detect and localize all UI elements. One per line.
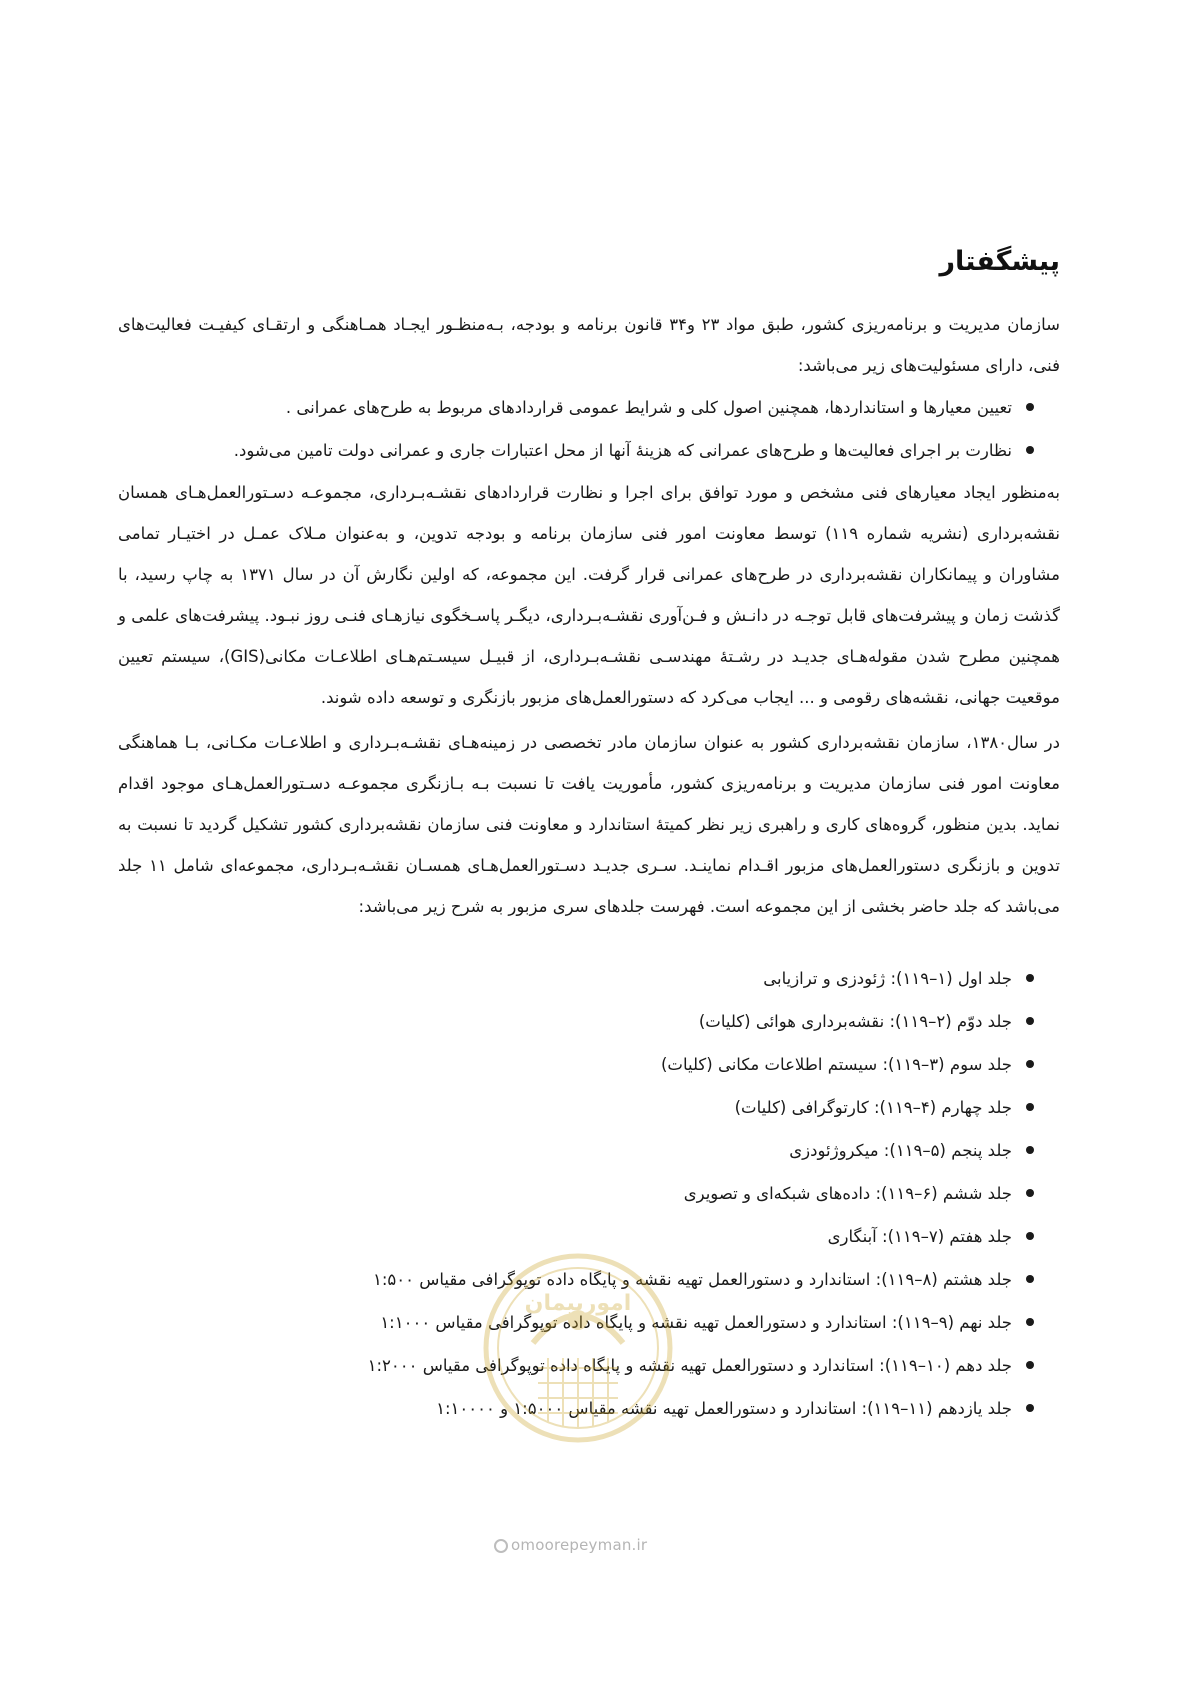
volumes-list <box>118 957 1060 1430</box>
watermark-url <box>494 1536 694 1554</box>
list-item <box>118 429 1034 472</box>
page-title: پیشگفتار <box>939 246 1060 277</box>
list-item-text: جلد سوم (۳–۱۱۹): سیستم اطلاعات مکانی (کلیات) <box>660 1055 1012 1074</box>
bullet-icon <box>1026 1318 1034 1326</box>
bullet-icon <box>1026 1189 1034 1197</box>
bullet-icon <box>1026 1361 1034 1369</box>
list-item <box>118 1215 1034 1258</box>
duties-list <box>118 386 1060 472</box>
list-item-text: جلد نهم (۹–۱۱۹): استاندارد و دستورالعمل تهیه نقشه و پایگاه داده توپوگرافی مقیاس ۱:۱۰۰۰ <box>380 1313 1012 1332</box>
list-item <box>118 1344 1034 1387</box>
list-item-text: جلد اول (۱–۱۱۹): ژئودزی و ترازیابی <box>763 969 1012 988</box>
list-item <box>118 957 1034 1000</box>
watermark-url-text: omoorepeyman.ir <box>511 1536 648 1554</box>
intro-paragraph: سازمان مدیریت و برنامه‌ریزی کشور، طبق مواد ۲۳ و۳۴ قانون برنامه و بودجه، بـه‌منظـور ایجـاد همـاهنگی و ارتقـای کیفیـت فعالیت‌های فنی، دارای مسئولیت‌های زیر می‌باشد: <box>118 315 1060 375</box>
list-item-text: جلد چهارم (۴–۱۱۹): کارتوگرافی (کلیات) <box>734 1098 1012 1117</box>
list-item <box>118 1129 1034 1172</box>
list-item-text: جلد دوّم (۲–۱۱۹): نقشه‌برداری هوائی (کلیات) <box>698 1012 1012 1031</box>
list-item <box>118 1301 1034 1344</box>
bullet-icon <box>1026 1017 1034 1025</box>
bullet-icon <box>1026 1146 1034 1154</box>
bullet-icon <box>1026 1103 1034 1111</box>
bullet-icon <box>1026 403 1034 411</box>
list-item-text: جلد هفتم (۷–۱۱۹): آبنگاری <box>827 1227 1012 1246</box>
bullet-icon <box>1026 1275 1034 1283</box>
list-item-text: تعیین معیارها و استانداردها، همچنین اصول کلی و شرایط عمومی قراردادهای مربوط به طرح‌های عمرانی . <box>285 398 1012 417</box>
list-item-text: جلد یازدهم (۱۱–۱۱۹): استاندارد و دستورالعمل تهیه نقشه مقیاس ۱:۵۰۰۰ و ۱:۱۰۰۰۰ <box>436 1399 1012 1418</box>
list-item <box>118 1086 1034 1129</box>
list-item-text: نظارت بر اجرای فعالیت‌ها و طرح‌های عمرانی که هزینۀ آنها از محل اعتبارات جاری و عمرانی دولت تامین می‌شود. <box>233 441 1012 460</box>
list-item <box>118 1000 1034 1043</box>
body-paragraph: به‌منظور ایجاد معیارهای فنی مشخص و مورد توافق برای اجرا و نظارت قراردادهای نقشـه‌بـرداری، مجموعـه دسـتورالعمل‌هـای همسان نقشه‌برداری (نشریه شماره ۱۱۹) توسط معاونت امور فنی سازمان برنامه و بودجه تدوین، و به‌عنوان مـلاک عمـل در اختیـار تمامی مشاوران و پیمانکاران نقشه‌برداری در طرح‌های عمرانی قرار گرفت. این مجموعه، که اولین نگارش آن در سال ۱۳۷۱ به چاپ رسید، با گذشت زمان و پیشرفت‌های قابل توجـه در دانـش و فـن‌آوری نقشـه‌بـرداری، دیگـر پاسـخگوی نیازهـای فنـی روز نبـود. پیشرفت‌های علمی و همچنین مطرح شدن مقوله‌هـای جدیـد در رشـتۀ مهندسـی نقشـه‌بـرداری، از قبیـل سیسـتم‌هـای اطلاعـات مکانی(GIS)، سیستم تعیین موقعیت جهانی، نقشه‌های رقومی و ... ایجاب می‌کرد که دستورالعمل‌های مزبور بازنگری و توسعه داده شوند. <box>118 483 1061 707</box>
bullet-icon <box>1026 1404 1034 1412</box>
body-paragraph: در سال۱۳۸۰، سازمان نقشه‌برداری کشور به عنوان سازمان مادر تخصصی در زمینه‌هـای نقشـه‌بـرداری و اطلاعـات مکـانی، بـا هماهنگی معاونت امور فنی سازمان مدیریت و برنامه‌ریزی کشور، مأموریت یافت تا نسبت بـه بـازنگری مجموعـه دسـتورالعمل‌هـای موجود اقدام نماید. بدین منظور، گروه‌های کاری و راهبری زیر نظر کمیتۀ استاندارد و معاونت فنی سازمان نقشه‌برداری کشور تشکیل گردید تا نسبت به تدوین و بازنگری دستورالعمل‌های مزبور اقـدام نماینـد. سـری جدیـد دسـتورالعمل‌هـای همسـان نقشـه‌بـرداری، مجموعه‌ای شامل ۱۱ جلد می‌باشد که جلد حاضر بخشی از این مجموعه است. فهرست جلدهای سری مزبور به شرح زیر می‌باشد: <box>118 733 1060 916</box>
bullet-icon <box>1026 974 1034 982</box>
list-item <box>118 386 1034 429</box>
list-item <box>118 1387 1034 1430</box>
bullet-icon <box>1026 1232 1034 1240</box>
list-item-text: جلد دهم (۱۰–۱۱۹): استاندارد و دستورالعمل تهیه نقشه و پایگاه داده توپوگرافی مقیاس ۱:۲۰۰۰ <box>367 1356 1012 1375</box>
list-item <box>118 1172 1034 1215</box>
list-item <box>118 1258 1034 1301</box>
at-icon <box>494 1539 508 1553</box>
page-content <box>118 242 1060 1430</box>
list-item-text: جلد پنجم (۵–۱۱۹): میکروژئودزی <box>789 1141 1012 1160</box>
watermark-logo-text: امورپیمان <box>524 1291 632 1316</box>
bullet-icon <box>1026 1060 1034 1068</box>
list-item <box>118 1043 1034 1086</box>
bullet-icon <box>1026 446 1034 454</box>
list-item-text: جلد هشتم (۸–۱۱۹): استاندارد و دستورالعمل تهیه نقشه و پایگاه داده توپوگرافی مقیاس ۱:۵۰۰ <box>372 1270 1012 1289</box>
list-item-text: جلد ششم (۶–۱۱۹): داده‌های شبکه‌ای و تصویری <box>683 1184 1012 1203</box>
